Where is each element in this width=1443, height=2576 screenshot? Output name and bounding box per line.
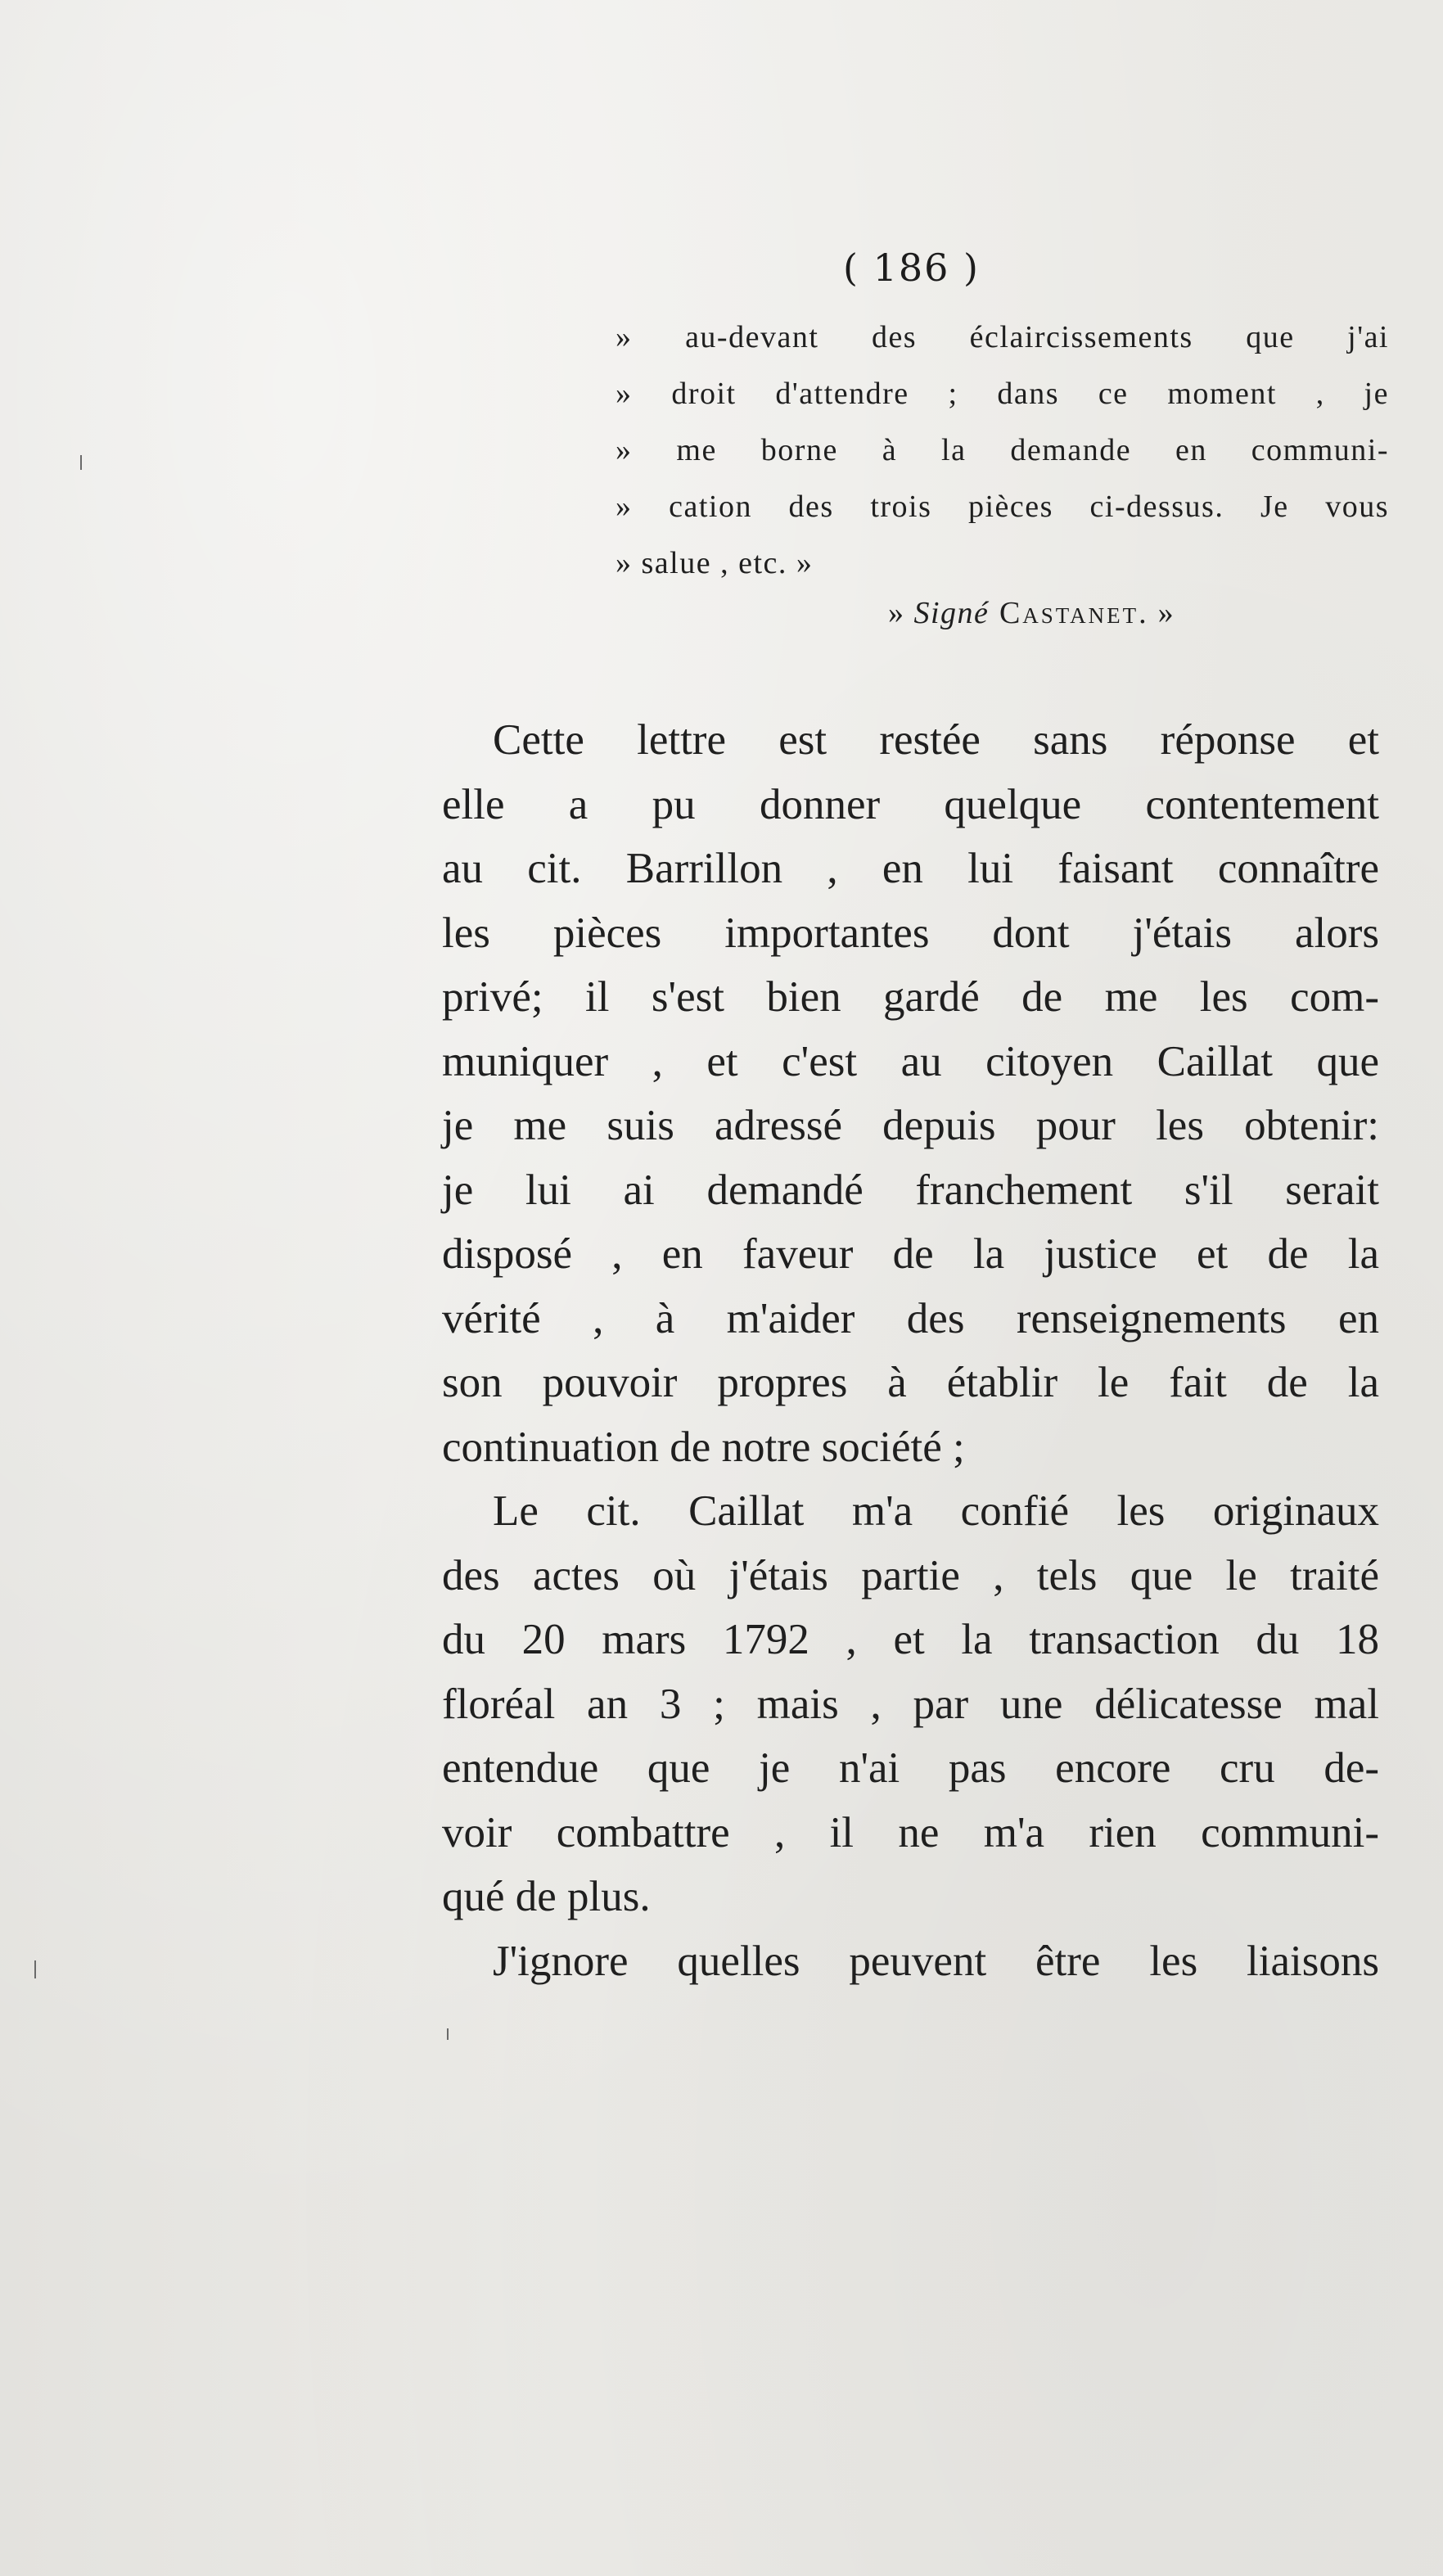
quote-line: » droit d'attendre ; dans ce moment , je (616, 377, 1389, 411)
body-line: au cit. Barrillon , en lui faisant connaître (442, 845, 1379, 892)
body-line: je lui ai demandé franchement s'il serait (442, 1166, 1379, 1214)
letter-signature (888, 595, 1175, 631)
body-line: Cette lettre est restée sans réponse et (493, 716, 1379, 764)
signature-open: » (888, 596, 914, 630)
body-line: muniquer , et c'est au citoyen Caillat que (442, 1037, 1379, 1085)
signature-name: Castanet. (989, 596, 1149, 630)
body-line: floréal an 3 ; mais , par une délicatesse mal (442, 1680, 1379, 1728)
body-line: son pouvoir propres à établir le fait de la (442, 1359, 1379, 1406)
paper-speck (447, 2028, 449, 2040)
body-line: je me suis adressé depuis pour les obtenir: (442, 1102, 1379, 1149)
body-text (442, 708, 1379, 1993)
letter-quote (616, 309, 1389, 592)
paper-speck (34, 1960, 36, 1978)
quote-line: » cation des trois pièces ci-dessus. Je vous (616, 489, 1389, 524)
body-line: qué de plus. (442, 1873, 651, 1920)
body-line: des actes où j'étais partie , tels que le traité (442, 1551, 1379, 1599)
paper-speck (80, 455, 82, 470)
quote-line: » au-devant des éclaircissements que j'ai (616, 320, 1389, 354)
body-line: J'ignore quelles peuvent être les liaisons (493, 1937, 1379, 1985)
body-line: disposé , en faveur de la justice et de la (442, 1230, 1379, 1278)
body-line: entendue que je n'ai pas encore cru de- (442, 1744, 1379, 1792)
body-line: les pièces importantes dont j'étais alors (442, 909, 1379, 957)
body-line: du 20 mars 1792 , et la transaction du 18 (442, 1616, 1379, 1663)
quote-line: » me borne à la demande en communi- (616, 433, 1389, 467)
body-line: voir combattre , il ne m'a rien communi- (442, 1808, 1379, 1856)
body-line: vérité , à m'aider des renseignements en (442, 1294, 1379, 1342)
body-line: elle a pu donner quelque contentement (442, 780, 1379, 828)
body-line: privé; il s'est bien gardé de me les com- (442, 973, 1379, 1021)
quote-line: » salue , etc. » (616, 546, 814, 580)
signature-close: » (1148, 596, 1175, 630)
signature-word: Signé (913, 596, 990, 630)
page-number: ( 186 ) (843, 246, 980, 290)
body-line: Le cit. Caillat m'a confié les originaux (493, 1487, 1379, 1535)
body-line: continuation de notre société ; (442, 1423, 965, 1471)
